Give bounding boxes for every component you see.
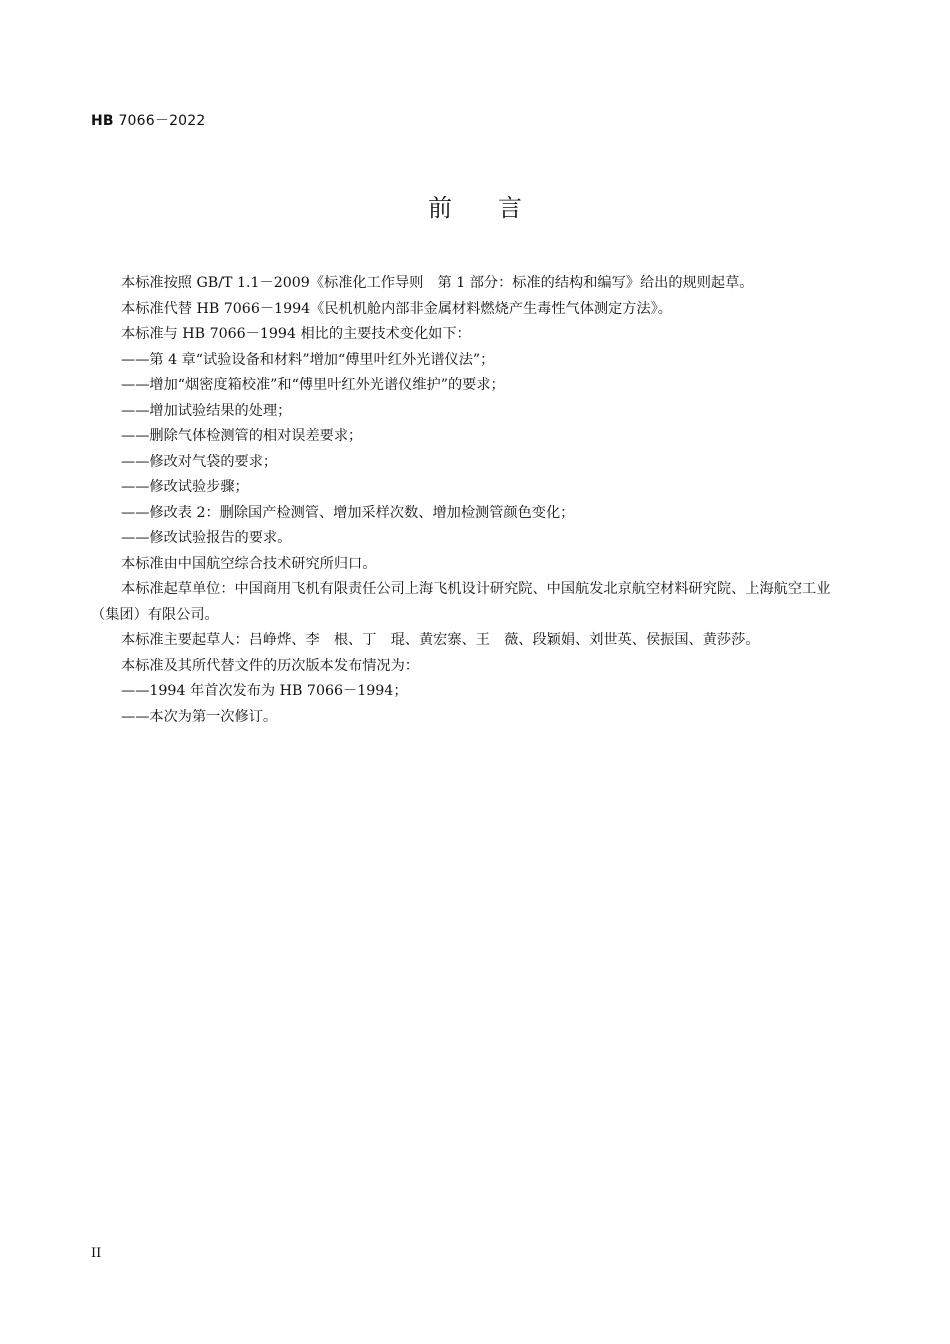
- page-number: II: [91, 1246, 102, 1261]
- change-item: ——增加“烟密度箱校准”和“傅里叶红外光谱仪维护”的要求；: [121, 377, 505, 393]
- history-item: ——本次为第一次修订。: [121, 708, 278, 725]
- paragraph-replaces: 本标准代替 HB 7066－1994《民机机舱内部非金属材料燃烧产生毒性气体测定方法》。: [121, 300, 672, 317]
- change-item: ——修改试验步骤；: [121, 479, 249, 495]
- change-item: ——增加试验结果的处理；: [121, 402, 292, 419]
- paragraph-responsible-org: 本标准由中国航空综合技术研究所归口。: [121, 555, 377, 572]
- change-item: ——第 4 章“试验设备和材料”增加“傅里叶红外光谱仪法”；: [121, 351, 495, 368]
- paragraph-drafting-units: 本标准起草单位：中国商用飞机有限责任公司上海飞机设计研究院、中国航发北京航空材料研究院、上海航空工业（集团）有限公司。: [91, 581, 831, 623]
- change-item: ——修改试验报告的要求。: [121, 530, 292, 546]
- paragraph-drafting-rules: 本标准按照 GB/T 1.1－2009《标准化工作导则 第 1 部分：标准的结构和编写》给出的规则起草。: [121, 275, 754, 291]
- standard-code-number: 7066－2022: [113, 113, 206, 129]
- standard-code-prefix: HB: [91, 113, 114, 129]
- history-item: ——1994 年首次发布为 HB 7066－1994；: [121, 683, 408, 699]
- change-item: ——修改表 2：删除国产检测管、增加采样次数、增加检测管颜色变化；: [121, 504, 575, 521]
- change-item: ——修改对气袋的要求；: [121, 453, 278, 470]
- paragraph-history-intro: 本标准及其所代替文件的历次版本发布情况为：: [121, 657, 419, 674]
- paragraph-drafters: 本标准主要起草人：吕峥烨、李 根、丁 琨、黄宏寨、王 薇、段颖娟、刘世英、侯振国、黄莎莎。: [121, 632, 760, 648]
- paragraph-changes-intro: 本标准与 HB 7066－1994 相比的主要技术变化如下：: [121, 326, 471, 342]
- standard-code: [91, 110, 206, 130]
- page-title: 前言: [428, 194, 568, 222]
- change-item: ——删除气体检测管的相对误差要求；: [121, 428, 363, 444]
- foreword-body: [91, 271, 851, 730]
